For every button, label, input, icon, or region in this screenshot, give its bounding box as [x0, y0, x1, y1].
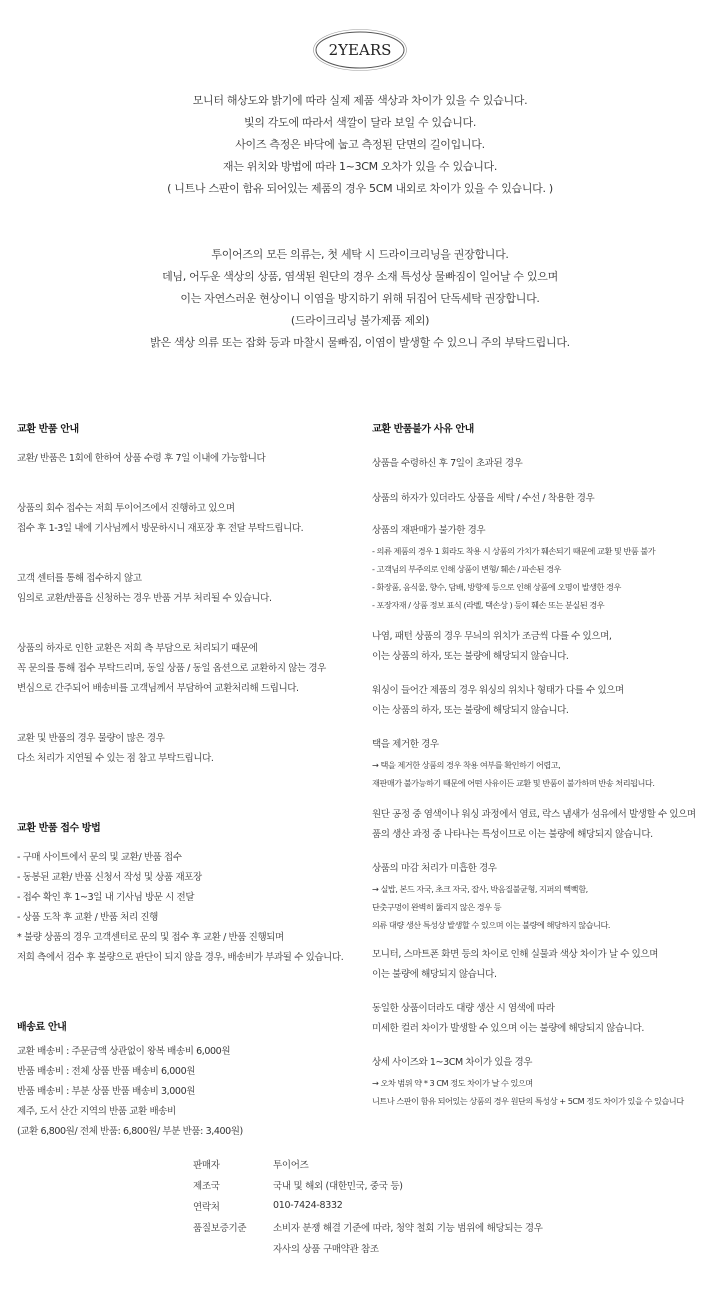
- reason-line: 미세한 컬러 차이가 발생할 수 있으며 이는 불량에 해당되지 않습니다.: [372, 1023, 644, 1034]
- reason-title: 상품의 마감 처리가 미흡한 경우: [372, 863, 497, 874]
- method-line: - 상품 도착 후 교환 / 반품 처리 진행: [17, 912, 158, 923]
- info-value: 자사의 상품 구매약관 참조: [273, 1243, 379, 1255]
- wash-notice: [0, 244, 720, 354]
- reason-line: 단춧구멍이 완벽히 뚫리지 않은 경우 등: [372, 902, 502, 912]
- reason-line: → 실밥, 본드 자국, 초크 자국, 잡사, 박음질불균형, 지퍼의 뻑뻑함,: [372, 884, 588, 894]
- exchange-line: 상품의 회수 접수는 저희 투이어즈에서 진행하고 있으며: [17, 503, 235, 514]
- notice-line: 빛의 각도에 따라서 색깔이 달라 보일 수 있습니다.: [243, 116, 477, 129]
- fee-line: 제주, 도서 산간 지역의 반품 교환 배송비: [17, 1106, 176, 1117]
- fee-line: 교환 배송비 : 주문금액 상관없이 왕복 배송비 6,000원: [17, 1046, 231, 1057]
- reason-line: - 화장품, 음식물, 향수, 담배, 방향제 등으로 인해 상품에 오명이 발생한 경우: [372, 582, 621, 592]
- exchange-line: 접수 후 1-3일 내에 기사님께서 방문하시니 재포장 후 전달 부탁드립니다.: [17, 523, 304, 534]
- info-value: 소비자 분쟁 해결 기준에 따라, 청약 철회 기능 범위에 해당되는 경우: [273, 1222, 543, 1234]
- exchange-line: 교환/ 반품은 1회에 한하여 상품 수령 후 7일 이내에 가능합니다: [17, 453, 266, 464]
- reason-title: 택을 제거한 경우: [372, 739, 439, 750]
- notice-line: 모니터 해상도와 밝기에 따라 실제 제품 색상과 차이가 있을 수 있습니다.: [192, 94, 528, 107]
- info-value: 투이어즈: [273, 1159, 309, 1171]
- method-line: - 구매 사이트에서 문의 및 교환/ 반품 접수: [17, 852, 182, 863]
- exchange-title: 교환 반품 안내: [17, 424, 79, 435]
- method-title: 교환 반품 접수 방법: [17, 823, 101, 834]
- method-line: 저희 측에서 검수 후 불량으로 판단이 되지 않을 경우, 배송비가 부과될 수 있습니다.: [17, 952, 344, 963]
- reason-line: 이는 상품의 하자, 또는 불량에 해당되지 않습니다.: [372, 651, 569, 662]
- notice-line: (드라이크리닝 불가제품 제외): [290, 314, 430, 327]
- exchange-line: 고객 센터를 통해 접수하지 않고: [17, 573, 142, 584]
- info-row-quality-cont: [193, 1237, 543, 1258]
- notice-line: ( 니트나 스판이 함유 되어있는 제품의 경우 5CM 내외로 차이가 있을 수 있습니다. ): [167, 182, 553, 195]
- method-line: * 불량 상품의 경우 고객센터로 문의 및 접수 후 교환 / 반품 진행되며: [17, 932, 284, 943]
- reason-title: 상품의 재판매가 불가한 경우: [372, 525, 486, 536]
- reason-line: 품의 생산 과정 중 나타나는 특성이므로 이는 불량에 해당되지 않습니다.: [372, 829, 653, 840]
- logo-text: 2YEARS: [328, 41, 392, 59]
- reason-line: - 포장자재 / 상품 정보 표식 (라벨, 택손상 ) 등이 훼손 또는 분실된 경우: [372, 600, 605, 610]
- reason-line: 니트나 스판이 함유 되어있는 상품의 경우 원단의 특성상 + 5CM 정도 차이가 있을 수 있습니다: [372, 1096, 684, 1106]
- reason-line: 의류 대량 생산 특성상 발생할 수 있으며 이는 불량에 해당하지 않습니다.: [372, 920, 610, 930]
- info-label: 연락처: [193, 1201, 220, 1213]
- notice-line: 데님, 어두운 색상의 상품, 염색된 원단의 경우 소재 특성상 물빠짐이 일어날 수 있으며: [162, 270, 558, 283]
- left-column: [17, 420, 357, 1142]
- measure-notice: [0, 90, 720, 200]
- no-return-title: 교환 반품불가 사유 안내: [372, 424, 474, 435]
- reason-line: → 택을 제거한 상품의 경우 착용 여부를 확인하기 어렵고,: [372, 760, 561, 770]
- fee-title: 배송료 안내: [17, 1022, 67, 1033]
- notice-line: 사이즈 측정은 바닥에 눕고 측정된 단면의 길이입니다.: [235, 138, 485, 151]
- fee-line: 반품 배송비 : 부분 상품 반품 배송비 3,000원: [17, 1086, 195, 1097]
- fee-line: 반품 배송비 : 전체 상품 반품 배송비 6,000원: [17, 1066, 195, 1077]
- info-row-seller: [193, 1153, 543, 1174]
- info-value: 010-7424-8332: [273, 1200, 343, 1211]
- seller-info: [193, 1153, 543, 1258]
- reason-line: 워싱이 들어간 제품의 경우 워싱의 위치나 형태가 다를 수 있으며: [372, 685, 624, 696]
- exchange-line: 꼭 문의를 통해 접수 부탁드리며, 동일 상품 / 동일 옵션으로 교환하지 않는 경우: [17, 663, 326, 674]
- notice-line: 투이어즈의 모든 의류는, 첫 세탁 시 드라이크리닝을 권장합니다.: [211, 248, 509, 261]
- notice-line: 재는 위치와 방법에 따라 1~3CM 오차가 있을 수 있습니다.: [222, 160, 498, 173]
- info-row-origin: [193, 1174, 543, 1195]
- reason-title: 상세 사이즈와 1~3CM 차이가 있을 경우: [372, 1057, 533, 1068]
- exchange-line: 임의로 교환/반품을 신청하는 경우 반품 거부 처리될 수 있습니다.: [17, 593, 272, 604]
- method-line: - 접수 확인 후 1~3일 내 기사님 방문 시 전달: [17, 892, 195, 903]
- reason-line: 나염, 패턴 상품의 경우 무늬의 위치가 조금씩 다를 수 있으며,: [372, 631, 612, 642]
- notice-line: 밝은 색상 의류 또는 잡화 등과 마찰시 물빠짐, 이염이 발생할 수 있으니 주의 부탁드립니다.: [150, 336, 570, 349]
- info-label: 판매자: [193, 1159, 220, 1171]
- reason-line: 원단 공정 중 염색이나 워싱 과정에서 염료, 락스 냄새가 섬유에서 발생할 수 있으며: [372, 809, 696, 820]
- right-column: [372, 420, 712, 1109]
- info-label: 제조국: [193, 1180, 220, 1192]
- exchange-line: 다소 처리가 지연될 수 있는 점 참고 부탁드립니다.: [17, 753, 214, 764]
- reason-line: 동일한 상품이더라도 대량 생산 시 염색에 따라: [372, 1003, 555, 1014]
- exchange-line: 변심으로 간주되어 배송비를 고객님께서 부담하여 교환처리해 드립니다.: [17, 683, 299, 694]
- reason-line: - 고객님의 부주의로 인해 상품이 변형/ 훼손 / 파손된 경우: [372, 564, 561, 574]
- no-return-reason: 상품을 수령하신 후 7일이 초과된 경우: [372, 458, 523, 469]
- reason-line: 이는 상품의 하자, 또는 불량에 해당되지 않습니다.: [372, 705, 569, 716]
- reason-line: 이는 불량에 해당되지 않습니다.: [372, 969, 497, 980]
- reason-line: → 오차 범위 약 * 3 CM 정도 차이가 날 수 있으며: [372, 1078, 533, 1088]
- brand-logo: [312, 28, 408, 72]
- notice-line: 이는 자연스러운 현상이니 이염을 방지하기 위해 뒤집어 단독세탁 권장합니다.: [180, 292, 540, 305]
- no-return-reason: 상품의 하자가 있더라도 상품을 세탁 / 수선 / 착용한 경우: [372, 493, 595, 504]
- reason-line: 모니터, 스마트폰 화면 등의 차이로 인해 실물과 색상 차이가 날 수 있으며: [372, 949, 658, 960]
- info-row-contact: [193, 1195, 543, 1216]
- info-value: 국내 및 해외 (대한민국, 중국 등): [273, 1180, 403, 1192]
- method-line: - 동봉된 교환/ 반품 신청서 작성 및 상품 재포장: [17, 872, 202, 883]
- info-row-quality: [193, 1216, 543, 1237]
- info-label: 품질보증기준: [193, 1222, 247, 1234]
- reason-line: 재판매가 불가능하기 때문에 어떤 사유이든 교환 및 반품이 불가하며 반송 처리됩니다.: [372, 778, 655, 788]
- reason-line: - 의류 제품의 경우 1 회라도 착용 시 상품의 가치가 훼손되기 때문에 교환 및 반품 불가: [372, 546, 656, 556]
- exchange-line: 상품의 하자로 인한 교환은 저희 측 부담으로 처리되기 때문에: [17, 643, 258, 654]
- fee-line: (교환 6,800원/ 전체 반품: 6,800원/ 부분 반품: 3,400원): [17, 1126, 243, 1137]
- exchange-line: 교환 및 반품의 경우 물량이 많은 경우: [17, 733, 165, 744]
